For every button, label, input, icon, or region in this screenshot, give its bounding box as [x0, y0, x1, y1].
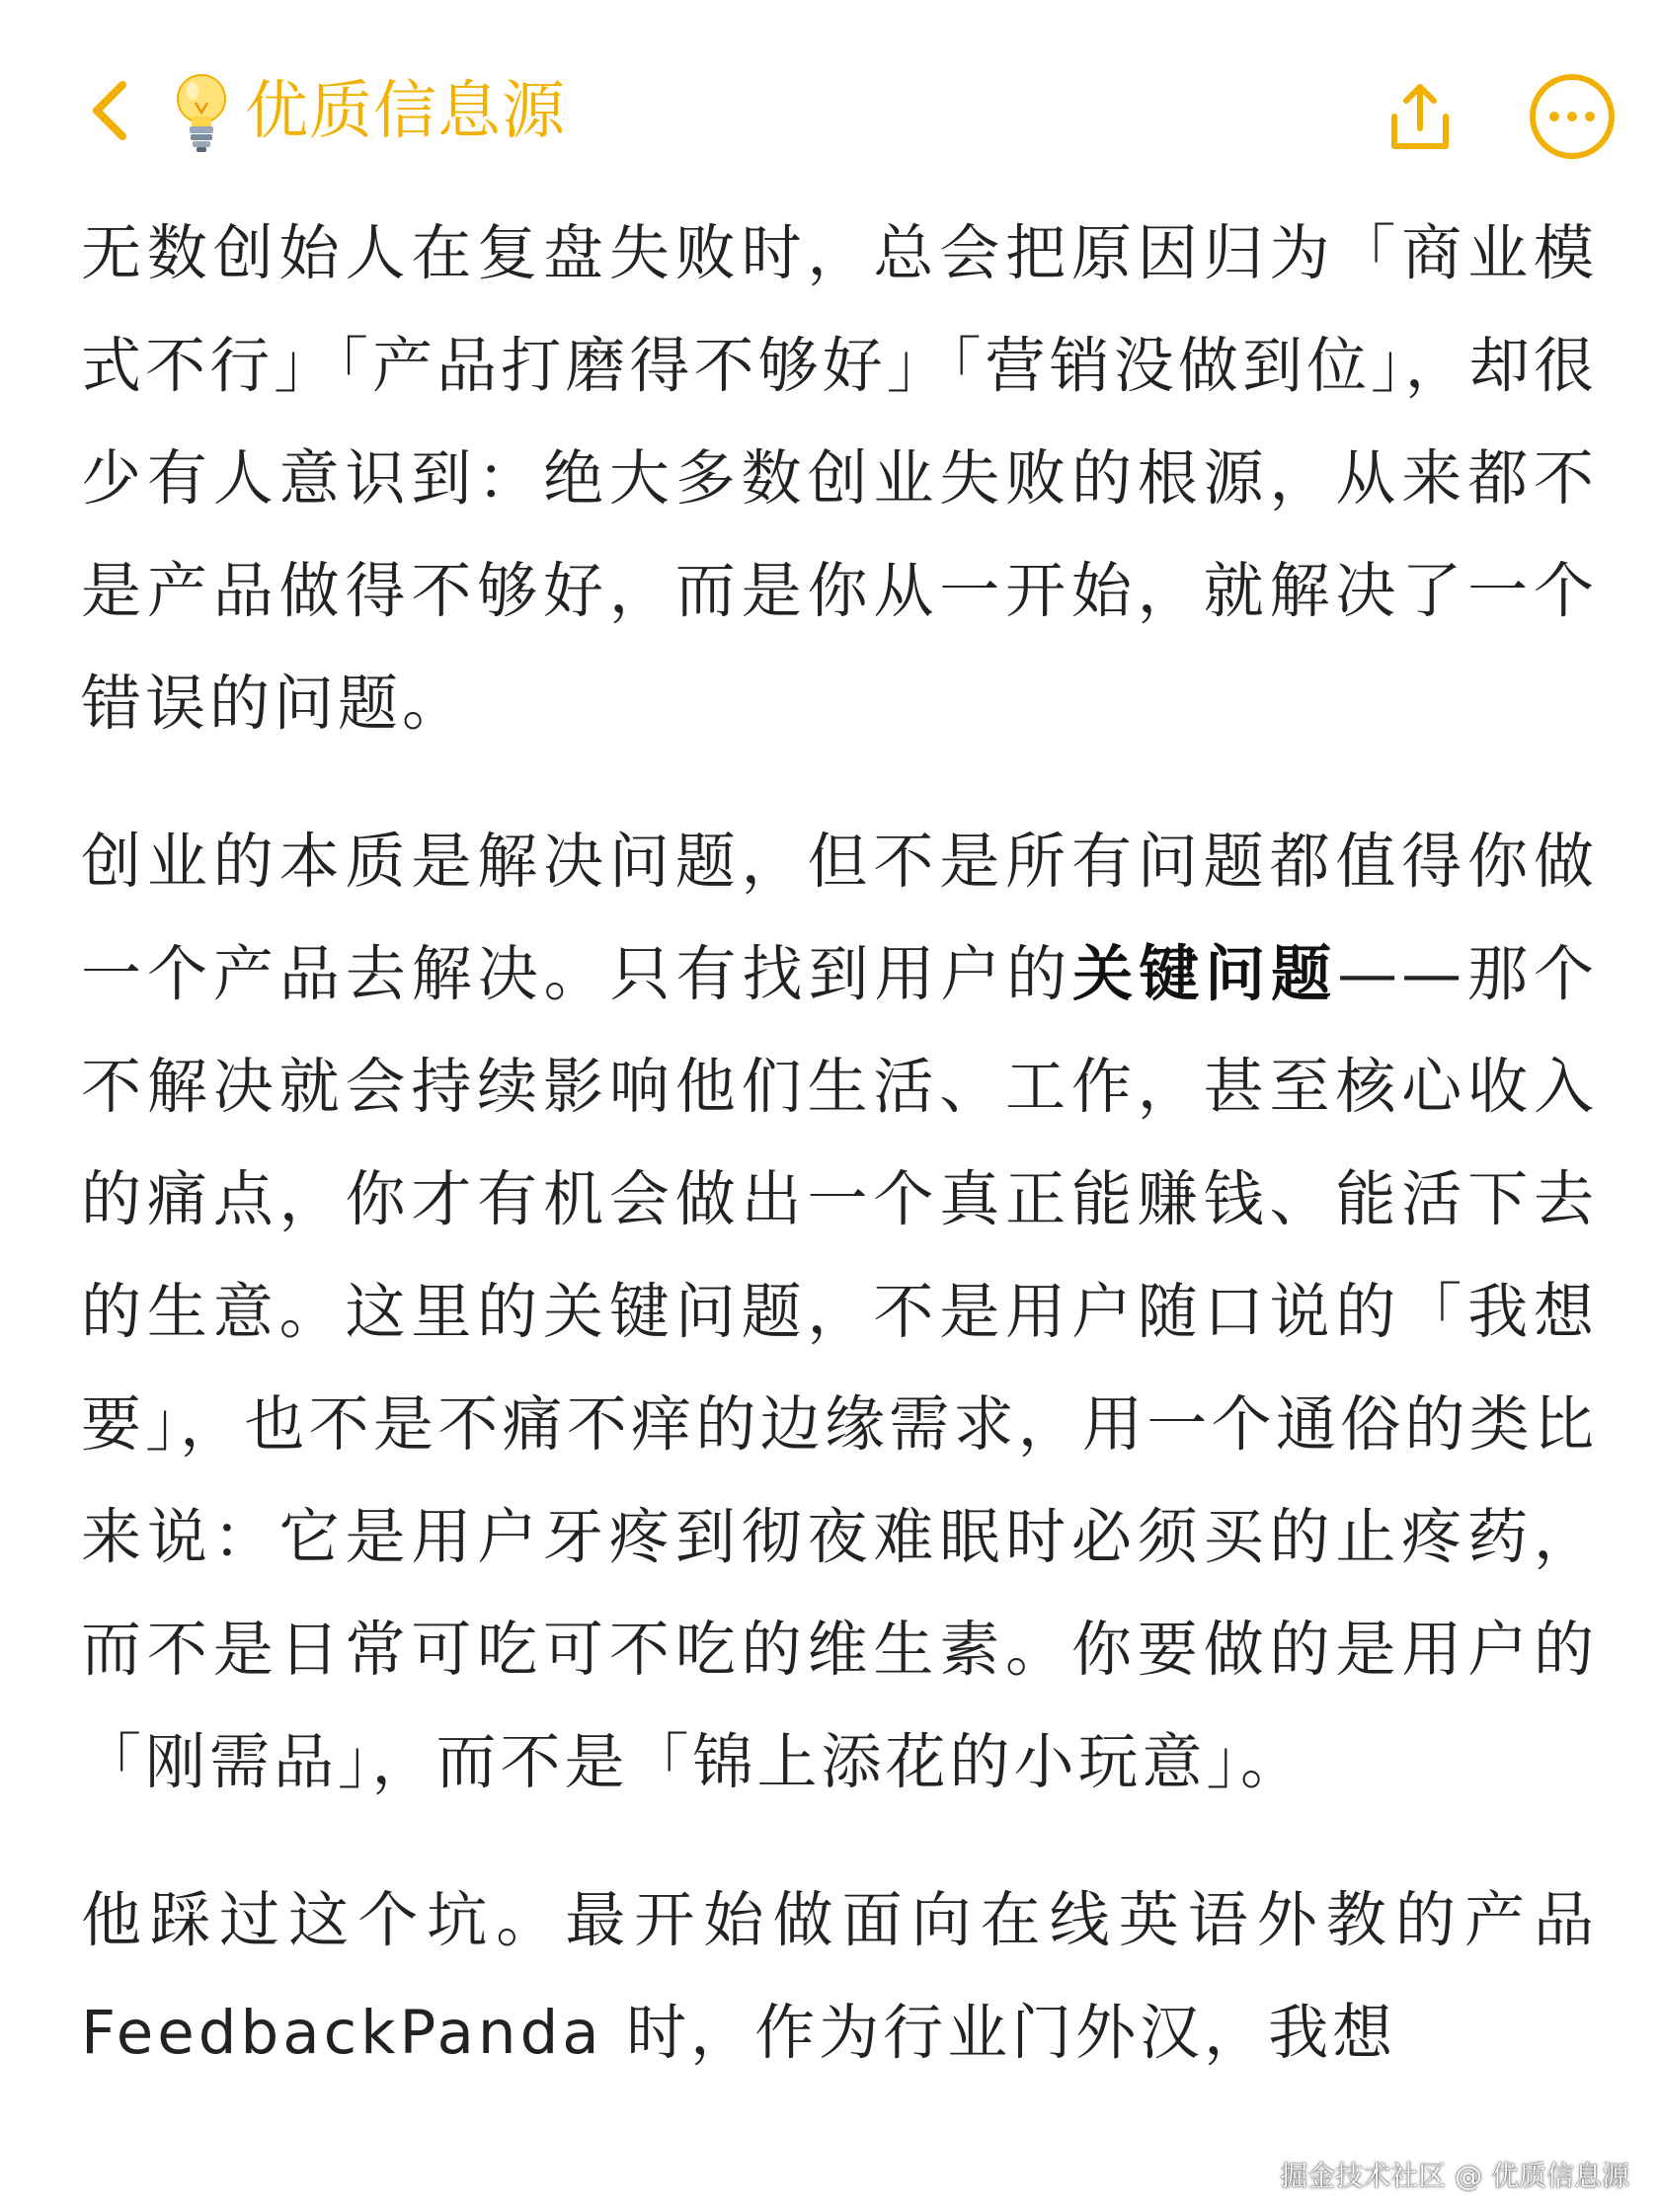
- more-button[interactable]: [1523, 67, 1621, 166]
- back-button[interactable]: [69, 71, 148, 150]
- watermark: 掘金技术社区 @ 优质信息源: [1280, 2160, 1629, 2192]
- top-bar: [0, 40, 1659, 178]
- paragraph-1: 无数创始人在复盘失败时，总会把原因归为「商业模式不行」「产品打磨得不够好」「营销没做到位」，却很少有人意识到：绝大多数创业失败的根源，从来都不是产品做得不够好，而是你从一开始，就解决了一个错误的问题。: [81, 218, 1598, 739]
- chevron-left-icon: [87, 79, 130, 142]
- lightbulb-icon: [166, 69, 237, 154]
- paragraph-2-rest: ——那个不解决就会持续影响他们生活、工作，甚至核心收入的痛点，你才有机会做出一个真正能赚钱、能活下去的生意。这里的关键问题，不是用户随口说的「我想要」，也不是不痛不痒的边缘需求，用一个通俗的类比来说：它是用户牙疼到彻夜难眠时必须买的止疼药，而不是日常可吃可不吃的维生素。你要做的是用户的「刚需品」，而不是「锦上添花的小玩意」。: [81, 939, 1598, 1797]
- page-title: 优质信息源: [245, 75, 566, 148]
- share-icon: [1381, 77, 1460, 156]
- paragraph-2: [81, 806, 1598, 1819]
- paragraph-3: 他踩过这个坑。最开始做面向在线英语外教的产品 FeedbackPanda 时，作为行业门外汉，我想: [81, 1885, 1598, 2068]
- article-body: [81, 198, 1598, 2135]
- key-problem-emphasis: 关键问题: [1072, 939, 1338, 1009]
- paragraph-2-lead: 创业的本质是解决问题，但不是所有问题都值得你做一个产品去解决。只有找到用户的: [81, 827, 1598, 1009]
- more-horizontal-icon: [1527, 71, 1618, 162]
- share-button[interactable]: [1373, 69, 1467, 164]
